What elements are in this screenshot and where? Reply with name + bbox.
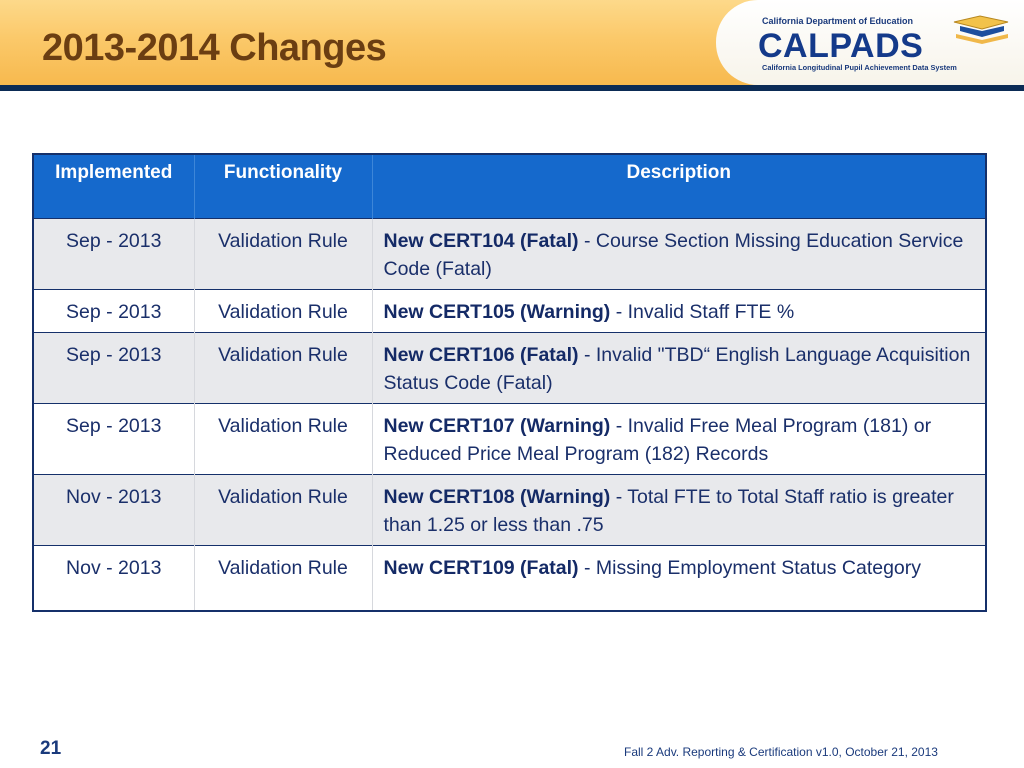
logo-top-line: California Department of Education [762,16,914,26]
functionality-cell: Validation Rule [194,404,372,475]
description-cell [372,219,986,290]
logo-book-icon [954,16,1008,44]
functionality-cell: Validation Rule [194,219,372,290]
header-implemented: Implemented [33,154,194,219]
description-cell [372,290,986,333]
rule-detail: - Course Section Missing Education Service Code (Fatal) [383,230,964,280]
table-row [33,475,986,546]
rule-detail: - Invalid Staff FTE % [610,301,795,323]
description-cell [372,475,986,546]
rule-detail: - Invalid "TBD“ English Language Acquisition Status Code (Fatal) [383,344,971,394]
header-divider [0,85,1024,91]
table-row [33,404,986,475]
table-row [33,219,986,290]
functionality-cell: Validation Rule [194,475,372,546]
rule-detail: - Total FTE to Total Staff ratio is greater than 1.25 or less than .75 [383,486,954,536]
rule-name: New CERT106 (Fatal) [383,344,579,366]
table-row [33,290,986,333]
description-cell [372,404,986,475]
functionality-cell: Validation Rule [194,333,372,404]
implemented-cell: Sep - 2013 [33,404,194,475]
rule-name: New CERT107 (Warning) [383,415,611,437]
description-cell [372,546,986,611]
rule-name: New CERT109 (Fatal) [383,557,579,579]
calpads-logo [716,0,1024,85]
implemented-cell: Nov - 2013 [33,546,194,611]
logo-wordmark: CALPADS [758,27,924,65]
logo-sub-line: California Longitudinal Pupil Achievement Data System [762,63,957,72]
rule-name: New CERT104 (Fatal) [383,230,579,252]
table-header-row [33,154,986,219]
slide-header-banner [0,0,1024,86]
implemented-cell: Nov - 2013 [33,475,194,546]
functionality-cell: Validation Rule [194,290,372,333]
footer-text: Fall 2 Adv. Reporting & Certification v1.0, October 21, 2013 [624,745,938,759]
header-description: Description [372,154,986,219]
description-cell [372,333,986,404]
table-row [33,333,986,404]
header-functionality: Functionality [194,154,372,219]
implemented-cell: Sep - 2013 [33,290,194,333]
rule-name: New CERT108 (Warning) [383,486,611,508]
changes-table [32,153,987,612]
page-number: 21 [40,738,62,759]
rule-name: New CERT105 (Warning) [383,301,611,323]
page-title: 2013-2014 Changes [42,27,387,69]
implemented-cell: Sep - 2013 [33,219,194,290]
rule-detail: - Invalid Free Meal Program (181) or Reduced Price Meal Program (182) Records [383,415,932,465]
rule-detail: - Missing Employment Status Category [578,557,922,579]
implemented-cell: Sep - 2013 [33,333,194,404]
functionality-cell: Validation Rule [194,546,372,611]
table-row [33,546,986,611]
